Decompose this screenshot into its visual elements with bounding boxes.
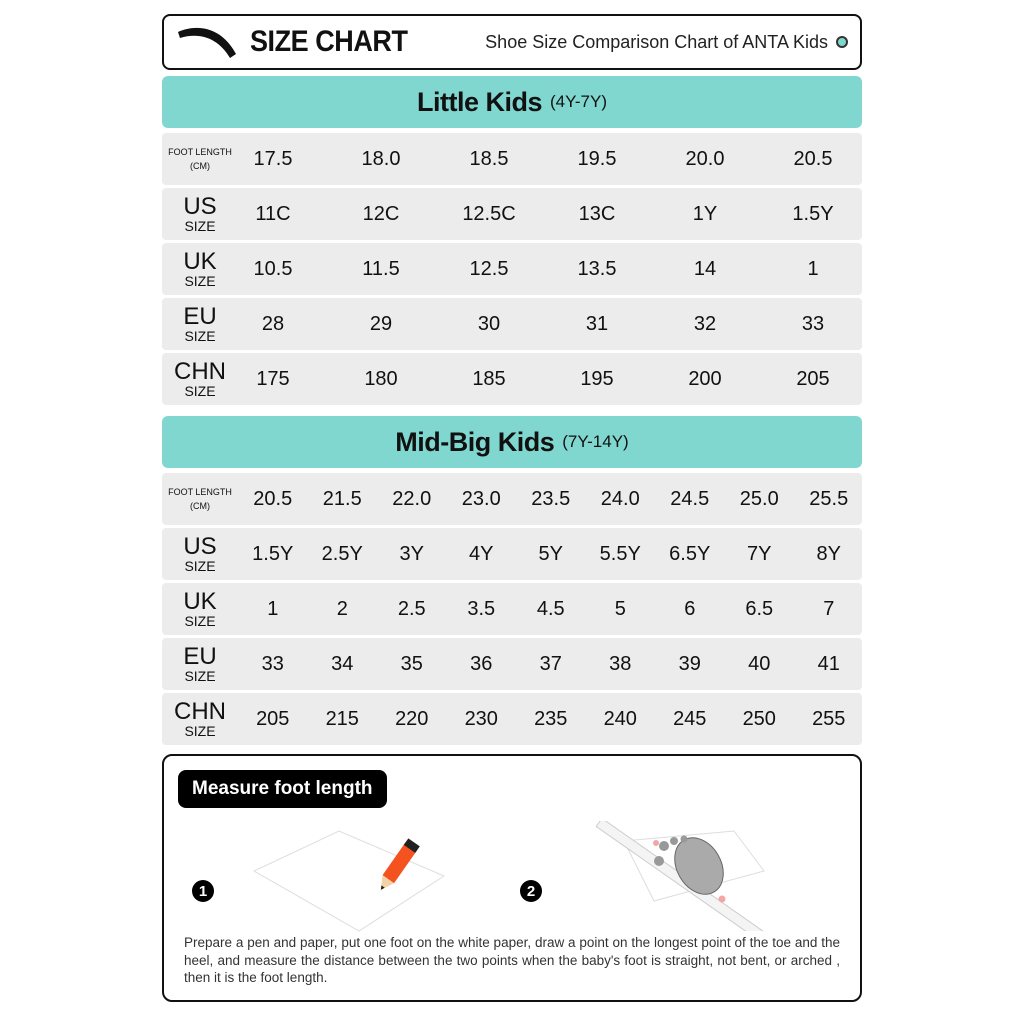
- size-cell: 6: [684, 597, 696, 620]
- table-row: [162, 473, 862, 525]
- size-cell: 2: [336, 597, 348, 620]
- row-label-text: SIZE: [184, 723, 216, 739]
- size-cell: 13C: [578, 202, 616, 225]
- mid-big-kids-header: [162, 416, 862, 468]
- size-cell: 32: [693, 312, 717, 335]
- size-cell: 255: [812, 707, 846, 730]
- table-row: [162, 583, 862, 635]
- size-cell: 30: [477, 312, 501, 335]
- row-label-text: (CM): [190, 161, 210, 171]
- size-cell: 37: [539, 652, 562, 675]
- size-cell: 7: [823, 597, 835, 620]
- size-cell: 34: [331, 652, 354, 675]
- size-cell: 5.5Y: [599, 542, 641, 565]
- row-label-text: UK: [183, 588, 217, 615]
- section-age: (4Y-7Y): [550, 92, 608, 111]
- size-cell: 8Y: [816, 542, 841, 565]
- size-cell: 5: [614, 597, 626, 620]
- size-cell: 2.5Y: [321, 542, 363, 565]
- size-cell: 175: [256, 367, 290, 390]
- size-cell: 17.5: [253, 147, 293, 170]
- size-cell: 1.5Y: [252, 542, 294, 565]
- table-row: [162, 528, 862, 580]
- size-cell: 5Y: [538, 542, 563, 565]
- size-cell: 25.5: [809, 487, 849, 510]
- size-cell: 14: [693, 257, 717, 280]
- size-cell: 3Y: [399, 542, 424, 565]
- page-subtitle: Shoe Size Comparison Chart of ANTA Kids: [485, 31, 828, 52]
- row-label: [162, 583, 238, 635]
- section-age: (7Y-14Y): [562, 432, 629, 451]
- size-cell: 20.5: [253, 487, 293, 510]
- size-cell: 33: [261, 652, 284, 675]
- row-label-text: SIZE: [184, 218, 216, 234]
- section-title: Mid-Big Kids: [395, 426, 555, 457]
- size-cell: 220: [395, 707, 429, 730]
- page-title: SIZE CHART: [250, 25, 408, 58]
- row-label-text: SIZE: [184, 613, 216, 629]
- size-cell: 18.0: [361, 147, 401, 170]
- size-cell: 22.0: [392, 487, 432, 510]
- row-label-text: SIZE: [184, 668, 216, 684]
- table-row: [162, 693, 862, 745]
- size-cell: 41: [817, 652, 840, 675]
- size-cell: 24.5: [670, 487, 710, 510]
- size-cell: 240: [603, 707, 637, 730]
- row-label: [162, 693, 238, 745]
- size-cell: 23.0: [461, 487, 501, 510]
- table-row: [162, 298, 862, 350]
- size-cell: 11C: [255, 202, 291, 225]
- size-cell: 185: [472, 367, 506, 390]
- table-row: [162, 133, 862, 185]
- row-label-text: FOOT LENGTH: [168, 487, 232, 497]
- size-cell: 39: [678, 652, 701, 675]
- size-cell: 4Y: [469, 542, 494, 565]
- dot-icon: [836, 36, 848, 48]
- step-1-badge: 1: [192, 880, 214, 902]
- measure-description: Prepare a pen and paper, put one foot on the white paper, draw a point on the longest point of the toe and the heel, and measure the distance between the two points when the baby's foot is straight, not bent, or arched , then it is the foot length.: [184, 935, 840, 985]
- size-cell: 31: [585, 312, 609, 335]
- size-cell: 195: [580, 367, 614, 390]
- size-cell: 13.5: [577, 257, 617, 280]
- section-title: Little Kids: [416, 86, 542, 117]
- row-label-text: SIZE: [184, 383, 216, 399]
- row-label-text: CHN: [174, 358, 226, 385]
- table-row: [162, 188, 862, 240]
- foot-ruler-illustration: [574, 821, 774, 931]
- size-cell: 215: [325, 707, 359, 730]
- size-cell: 21.5: [322, 487, 362, 510]
- size-cell: 230: [464, 707, 498, 730]
- size-cell: 33: [801, 312, 825, 335]
- size-cell: 36: [470, 652, 493, 675]
- size-cell: 3.5: [467, 597, 496, 620]
- size-cell: 35: [400, 652, 423, 675]
- row-label-text: CHN: [174, 698, 226, 725]
- row-label-text: SIZE: [184, 558, 216, 574]
- size-cell: 19.5: [577, 147, 617, 170]
- anta-logo-icon: [176, 24, 238, 60]
- measure-section: [162, 754, 862, 1002]
- size-cell: 40: [748, 652, 771, 675]
- size-cell: 6.5: [745, 597, 774, 620]
- size-cell: 25.0: [739, 487, 779, 510]
- row-label-text: SIZE: [184, 328, 216, 344]
- size-cell: 250: [742, 707, 776, 730]
- row-label-text: (CM): [190, 501, 210, 511]
- measure-title: Measure foot length: [178, 770, 387, 808]
- table-row: [162, 353, 862, 405]
- row-label: [162, 528, 238, 580]
- size-cell: 1.5Y: [792, 202, 834, 225]
- size-cell: 12.5C: [462, 202, 516, 225]
- size-cell: 205: [796, 367, 830, 390]
- row-label-text: FOOT LENGTH: [168, 147, 232, 157]
- size-cell: 23.5: [531, 487, 571, 510]
- row-label: [162, 638, 238, 690]
- row-label-text: SIZE: [184, 273, 216, 289]
- size-cell: 1: [267, 597, 279, 620]
- size-cell: 29: [369, 312, 393, 335]
- step-2-badge: 2: [520, 880, 542, 902]
- size-cell: 200: [688, 367, 722, 390]
- size-cell: 180: [364, 367, 398, 390]
- size-cell: 38: [609, 652, 632, 675]
- size-cell: 11.5: [362, 257, 400, 280]
- paper-pencil-illustration: [244, 816, 464, 936]
- size-cell: 6.5Y: [669, 542, 711, 565]
- size-cell: 1: [807, 257, 819, 280]
- row-label: [162, 473, 238, 525]
- size-cell: 20.5: [793, 147, 833, 170]
- header: [162, 14, 862, 70]
- row-label-text: EU: [183, 303, 217, 330]
- size-cell: 7Y: [747, 542, 772, 565]
- size-cell: 20.0: [685, 147, 725, 170]
- table-row: [162, 638, 862, 690]
- size-cell: 2.5: [397, 597, 426, 620]
- size-cell: 1Y: [692, 202, 718, 225]
- size-cell: 18.5: [469, 147, 509, 170]
- size-cell: 28: [261, 312, 285, 335]
- size-cell: 4.5: [536, 597, 565, 620]
- little-kids-header: [162, 76, 862, 128]
- row-label-text: US: [183, 533, 217, 560]
- row-label-text: UK: [183, 248, 217, 275]
- size-cell: 205: [256, 707, 290, 730]
- size-cell: 24.0: [600, 487, 640, 510]
- size-cell: 12C: [362, 202, 400, 225]
- size-cell: 12.5: [469, 257, 509, 280]
- row-label-text: US: [183, 193, 217, 220]
- size-cell: 245: [673, 707, 707, 730]
- row-label-text: EU: [183, 643, 217, 670]
- size-cell: 235: [534, 707, 568, 730]
- table-row: [162, 243, 862, 295]
- size-cell: 10.5: [253, 257, 293, 280]
